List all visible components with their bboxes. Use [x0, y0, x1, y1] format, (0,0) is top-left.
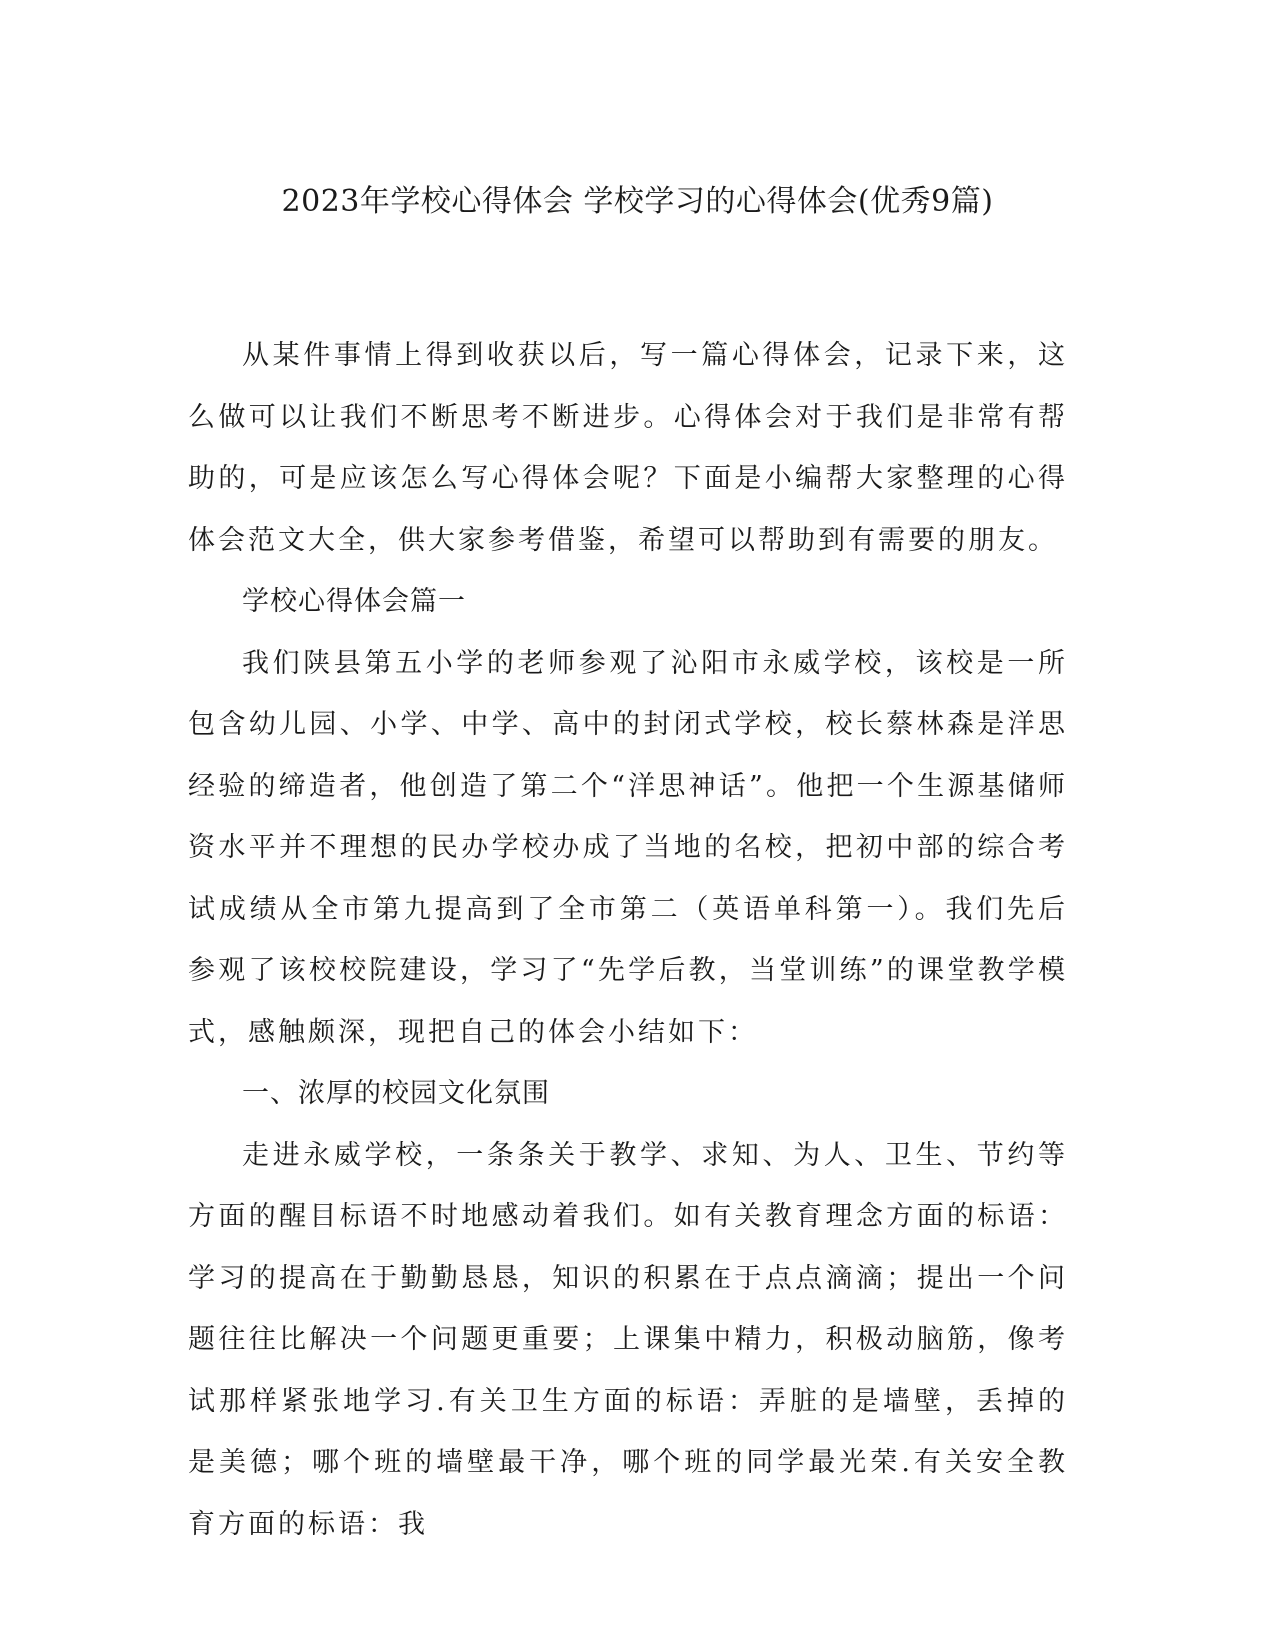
document-body — [188, 325, 1068, 1555]
subsection-heading: 一、浓厚的校园文化氛围 — [242, 1078, 550, 1109]
section-heading: 学校心得体会篇一 — [242, 586, 466, 617]
intro-paragraph: 从某件事情上得到收获以后，写一篇心得体会，记录下来，这么做可以让我们不断思考不断进步。心得体会对于我们是非常有帮助的，可是应该怎么写心得体会呢？下面是小编帮大家整理的心得体会范文大全，供大家参考借鉴，希望可以帮助到有需要的朋友。 — [188, 340, 1068, 556]
document-title: 2023年学校心得体会 学校学习的心得体会(优秀9篇) — [281, 184, 994, 219]
body-paragraph: 走进永威学校，一条条关于教学、求知、为人、卫生、节约等方面的醒目标语不时地感动着我们。如有关教育理念方面的标语：学习的提高在于勤勤恳恳，知识的积累在于点点滴滴；提出一个问题往往比解决一个问题更重要；上课集中精力，积极动脑筋，像考试那样紧张地学习.有关卫生方面的标语：弄脏的是墙壁，丢掉的是美德；哪个班的墙壁最干净，哪个班的同学最光荣.有关安全教育方面的标语：我 — [188, 1139, 1068, 1540]
body-paragraph: 我们陕县第五小学的老师参观了沁阳市永威学校，该校是一所包含幼儿园、小学、中学、高中的封闭式学校，校长蔡林森是洋思经验的缔造者，他创造了第二个“洋思神话”。他把一个生源基储师资水平并不理想的民办学校办成了当地的名校，把初中部的综合考试成绩从全市第九提高到了全市第二（英语单科第一）。我们先后参观了该校校院建设，学习了“先学后教，当堂训练”的课堂教学模式，感触颇深，现把自己的体会小结如下： — [188, 647, 1068, 1048]
